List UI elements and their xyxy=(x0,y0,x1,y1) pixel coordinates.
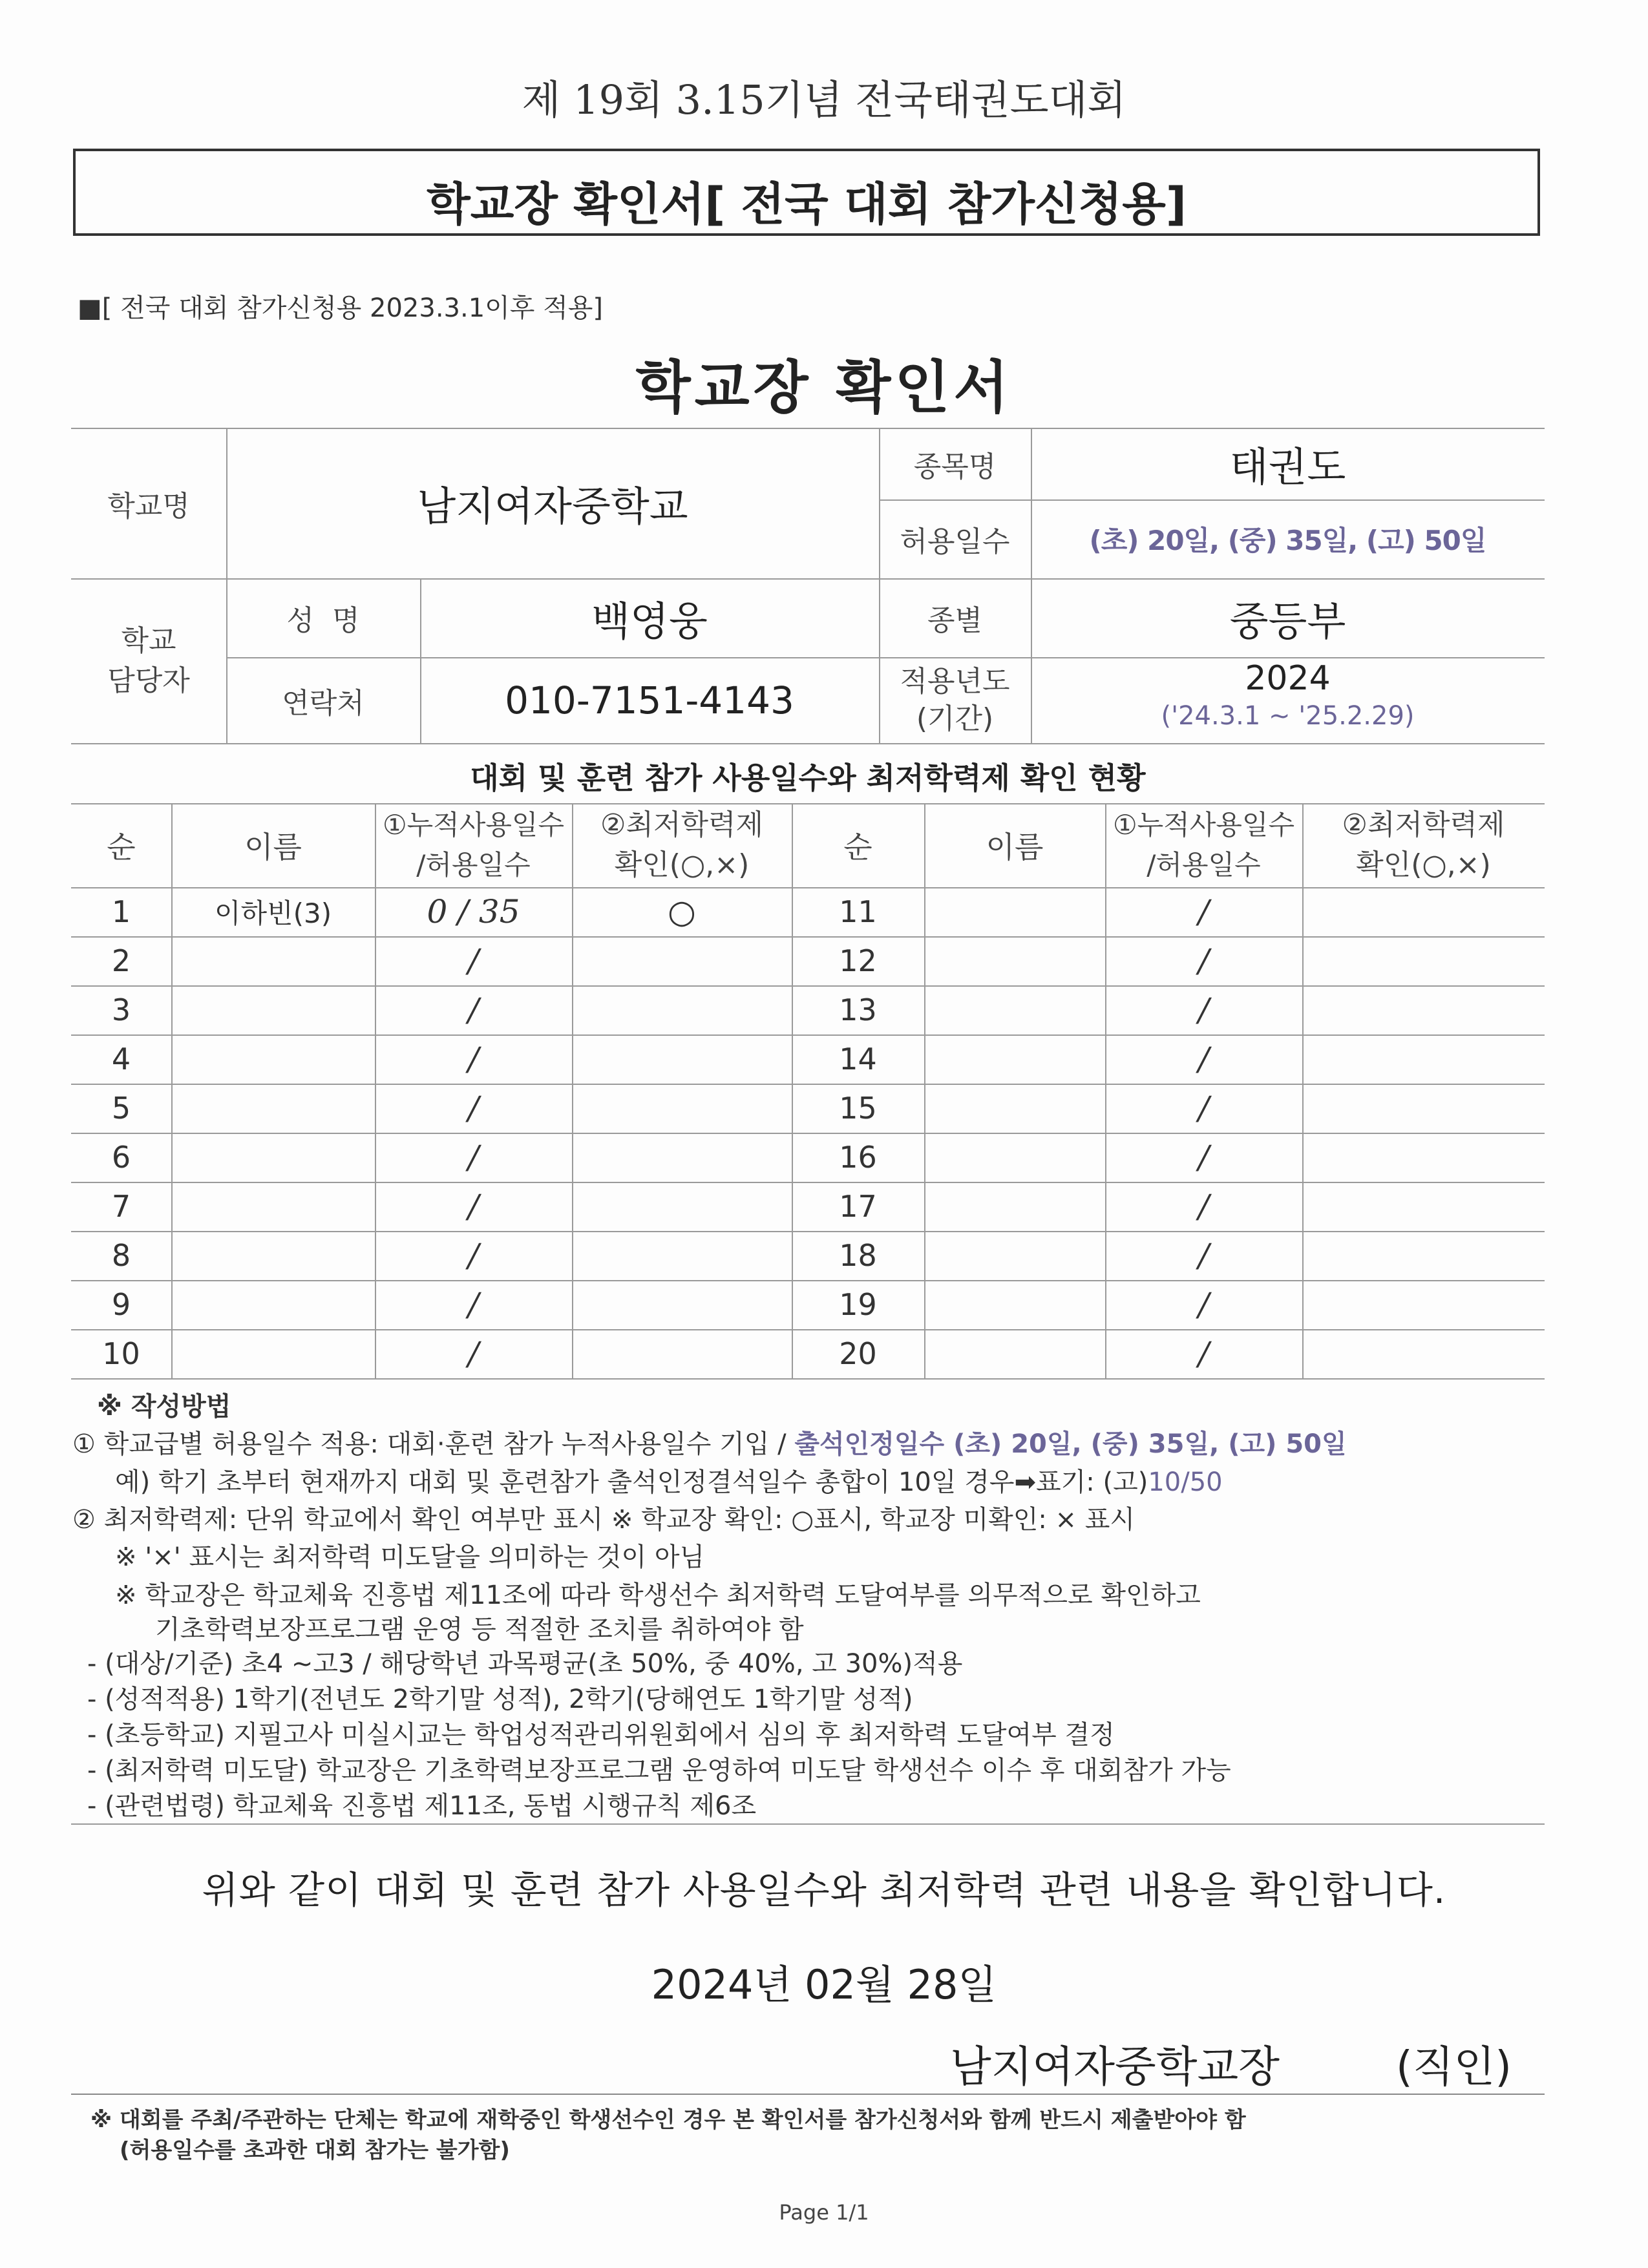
row-days: / xyxy=(468,1139,479,1176)
note-4a: ※ 학교장은 학교체육 진흥법 제11조에 따라 학생선수 최저학력 도달여부를 의무적으로 확인하고 xyxy=(115,1580,1201,1610)
row-seq: 7 xyxy=(111,1189,131,1224)
row-days: / xyxy=(1198,1335,1209,1372)
notes-divider xyxy=(71,1823,1545,1825)
note-1a-text: ① 학교급별 허용일수 적용: 대회·훈련 참가 누적사용일수 기입 / xyxy=(72,1429,787,1459)
notes-header: ※ 작성방법 xyxy=(97,1392,231,1422)
row-seq: 4 xyxy=(111,1042,131,1076)
row-name xyxy=(171,1084,375,1133)
row-days: / xyxy=(1198,893,1209,930)
row-academic-check xyxy=(572,1084,792,1133)
row-seq: 17 xyxy=(839,1189,877,1224)
row-name: 이하빈(3) xyxy=(214,898,332,929)
row-name xyxy=(171,985,375,1034)
form-title: 학교장 확인서[ 전국 대회 참가신청용] xyxy=(427,178,1187,231)
detail-3: - (초등학교) 지필고사 미실시교는 학업성적관리위원회에서 심의 후 최저학력 도달여부 결정 xyxy=(87,1720,1115,1750)
row-days: / xyxy=(468,1237,479,1274)
row-name xyxy=(924,1231,1105,1280)
division-value: 중등부 xyxy=(1229,597,1346,645)
year-period: ('24.3.1 ~ '25.2.29) xyxy=(1161,701,1415,731)
row-academic-check xyxy=(1302,1329,1545,1378)
row-academic-check xyxy=(1302,887,1545,936)
note-4b: 기초학력보장프로그램 운영 등 적절한 조치를 취하여야 함 xyxy=(155,1615,804,1644)
confirm-text: 위와 같이 대회 및 훈련 참가 사용일수와 최저학력 관련 내용을 확인합니다. xyxy=(202,1868,1446,1912)
row-name xyxy=(924,1034,1105,1084)
header-academic-left: ②최저학력제 확인(○,×) xyxy=(600,808,763,881)
row-academic-check xyxy=(1302,1280,1545,1329)
row-academic-check xyxy=(1302,1133,1545,1182)
row-academic-check xyxy=(1302,1034,1545,1084)
sport-label: 종목명 xyxy=(913,450,997,483)
row-name xyxy=(924,887,1105,936)
manager-label: 학교 담당자 xyxy=(107,624,190,697)
row-days: 0 / 35 xyxy=(427,893,520,930)
division-label: 종별 xyxy=(927,604,982,637)
row-seq: 9 xyxy=(111,1287,131,1322)
row-academic-check xyxy=(1302,1182,1545,1231)
note-3: ※ '×' 표시는 최저학력 미도달을 의미하는 것이 아님 xyxy=(115,1542,705,1572)
usage-table-title: 대회 및 훈련 참가 사용일수와 최저학력제 확인 현황 xyxy=(470,761,1146,795)
row-days: / xyxy=(1198,1237,1209,1274)
name-value: 백영웅 xyxy=(591,597,708,645)
page-number: Page 1/1 xyxy=(779,2200,869,2225)
row-days: / xyxy=(468,1286,479,1323)
row-days: / xyxy=(1198,1139,1209,1176)
row-seq: 8 xyxy=(111,1238,131,1273)
header-name-left: 이름 xyxy=(244,830,302,865)
usage-table xyxy=(71,803,1545,1380)
detail-1: - (대상/기준) 초4 ~고3 / 해당학년 과목평균(초 50%, 중 40%, 고 30%)적용 xyxy=(87,1649,963,1679)
row-academic-check xyxy=(1302,1084,1545,1133)
form-title-box xyxy=(73,149,1540,236)
row-days: / xyxy=(1198,1286,1209,1323)
row-seq: 1 xyxy=(111,894,131,929)
row-academic-check xyxy=(1302,936,1545,985)
row-days: / xyxy=(468,991,479,1029)
header-name-right: 이름 xyxy=(986,830,1044,865)
row-seq: 15 xyxy=(839,1091,877,1126)
row-days: / xyxy=(468,1188,479,1225)
row-seq: 6 xyxy=(111,1140,131,1175)
row-name xyxy=(924,936,1105,985)
row-days: / xyxy=(468,1040,479,1078)
row-academic-check xyxy=(572,936,792,985)
name-label: 성 명 xyxy=(286,604,360,637)
row-name xyxy=(924,1280,1105,1329)
row-seq: 2 xyxy=(111,943,131,978)
contact-value: 010-7151-4143 xyxy=(505,678,794,722)
allowed-days-label: 허용일수 xyxy=(900,525,1010,558)
school-value: 남지여자중학교 xyxy=(417,483,688,530)
footer-note-2: (허용일수를 초과한 대회 참가는 불가함) xyxy=(120,2137,510,2163)
row-academic-check xyxy=(572,1329,792,1378)
row-days: / xyxy=(1198,991,1209,1029)
row-seq: 3 xyxy=(111,992,131,1027)
row-days: / xyxy=(1198,942,1209,980)
header-seq-left: 순 xyxy=(107,830,136,865)
school-label: 학교명 xyxy=(107,489,190,523)
row-academic-check xyxy=(572,1182,792,1231)
row-name xyxy=(171,1133,375,1182)
header-days-left: ①누적사용일수 /허용일수 xyxy=(382,809,565,881)
row-name xyxy=(171,1329,375,1378)
footer-note-1: ※ 대회를 주최/주관하는 단체는 학교에 재학중인 학생선수인 경우 본 확인서를 참가신청서와 함께 반드시 제출받아야 함 xyxy=(90,2107,1246,2133)
row-name xyxy=(924,1182,1105,1231)
row-name xyxy=(171,1034,375,1084)
row-name xyxy=(171,1231,375,1280)
row-days: / xyxy=(1198,1089,1209,1127)
row-seq: 16 xyxy=(839,1140,877,1175)
applies-note: ■[ 전국 대회 참가신청용 2023.3.1이후 적용] xyxy=(78,293,604,323)
note-1a xyxy=(72,1423,1347,1460)
row-days: / xyxy=(468,1335,479,1372)
note-1b-text: 예) 학기 초부터 현재까지 대회 및 훈련참가 출석인정결석일수 총합이 10일 경우➡표기: (고) xyxy=(115,1467,1148,1497)
row-days: / xyxy=(1198,1188,1209,1225)
sport-value: 태권도 xyxy=(1229,443,1346,490)
row-seq: 13 xyxy=(839,992,877,1027)
row-name xyxy=(924,1084,1105,1133)
row-days: / xyxy=(1198,1040,1209,1078)
year-value: 2024 xyxy=(1245,659,1331,698)
event-title: 제 19회 3.15기념 전국태권도대회 xyxy=(522,76,1126,123)
row-academic-check xyxy=(572,985,792,1034)
row-seq: 11 xyxy=(839,894,877,929)
detail-4: - (최저학력 미도달) 학교장은 기초학력보장프로그램 운영하여 미도달 학생선수 이수 후 대회참가 가능 xyxy=(87,1756,1231,1785)
row-academic-check xyxy=(572,1231,792,1280)
row-academic-check xyxy=(1302,1231,1545,1280)
row-name xyxy=(924,1133,1105,1182)
note-1b xyxy=(115,1462,1223,1498)
note-2: ② 최저학력제: 단위 학교에서 확인 여부만 표시 ※ 학교장 확인: ○표시, 학교장 미확인: × 표시 xyxy=(72,1505,1136,1535)
row-name xyxy=(171,1280,375,1329)
row-seq: 19 xyxy=(839,1287,877,1322)
row-name xyxy=(924,985,1105,1034)
row-seq: 5 xyxy=(111,1091,131,1126)
contact-label: 연락처 xyxy=(282,686,364,720)
header-seq-right: 순 xyxy=(843,830,872,865)
official-seal: (직인) xyxy=(1396,2042,1512,2092)
row-name xyxy=(924,1329,1105,1378)
row-name xyxy=(171,1182,375,1231)
footer-divider xyxy=(71,2094,1545,2095)
row-academic-check xyxy=(1302,985,1545,1034)
row-academic-check xyxy=(572,1280,792,1329)
row-seq: 20 xyxy=(839,1336,877,1371)
detail-2: - (성적적용) 1학기(전년도 2학기말 성적), 2학기(당해연도 1학기말 성적) xyxy=(87,1685,913,1714)
note-1b-highlight: 10/50 xyxy=(1148,1467,1223,1497)
signer: 남지여자중학교장 xyxy=(950,2042,1280,2092)
header-days-right: ①누적사용일수 /허용일수 xyxy=(1112,809,1295,881)
row-academic-check xyxy=(572,1034,792,1084)
allowed-days-value: (초) 20일, (중) 35일, (고) 50일 xyxy=(1089,525,1486,556)
note-1a-highlight: 출석인정일수 (초) 20일, (중) 35일, (고) 50일 xyxy=(794,1429,1347,1459)
row-seq: 14 xyxy=(839,1042,877,1076)
row-academic-check xyxy=(572,1133,792,1182)
issue-date: 2024년 02월 28일 xyxy=(651,1961,997,2008)
detail-5: - (관련법령) 학교체육 진흥법 제11조, 동법 시행규칙 제6조 xyxy=(87,1791,757,1821)
year-label: 적용년도 (기간) xyxy=(900,664,1010,735)
header-academic-right: ②최저학력제 확인(○,×) xyxy=(1342,808,1505,881)
row-days: / xyxy=(468,942,479,980)
doc-title: 학교장 확인서 xyxy=(635,354,1013,421)
row-seq: 12 xyxy=(839,943,877,978)
row-seq: 18 xyxy=(839,1238,877,1273)
row-days: / xyxy=(468,1089,479,1127)
row-academic-check: ○ xyxy=(668,893,696,930)
row-seq: 10 xyxy=(102,1336,140,1371)
row-name xyxy=(171,936,375,985)
